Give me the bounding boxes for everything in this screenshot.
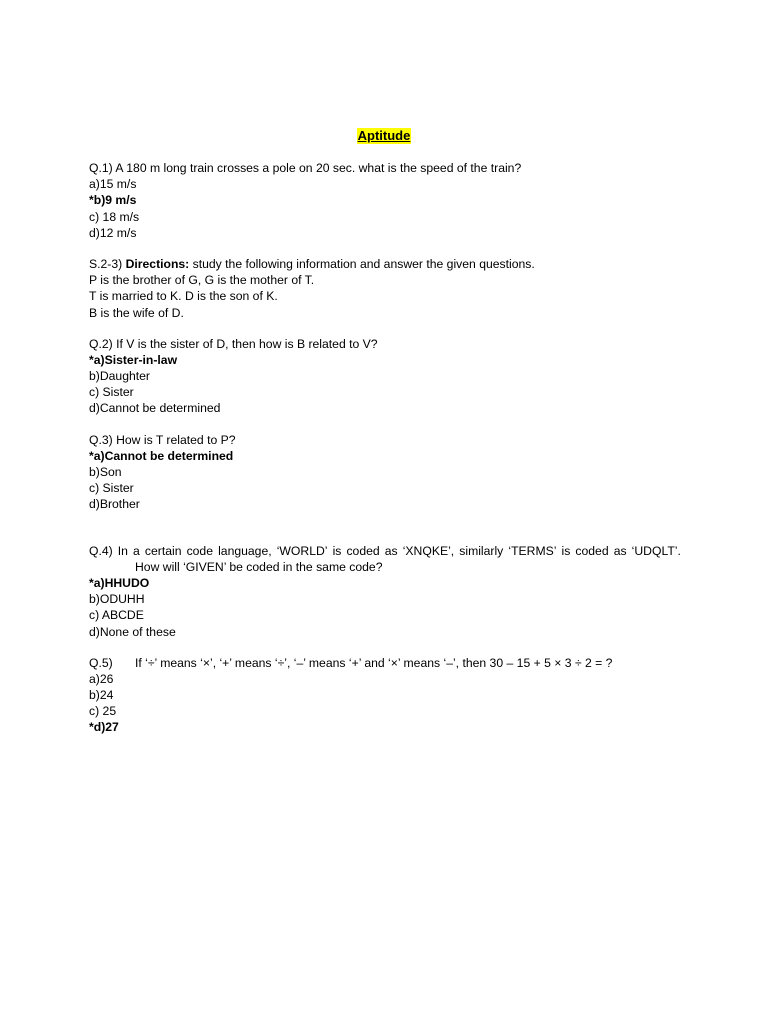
q3-option-b: b)Son xyxy=(89,465,122,479)
q5-question-text: If ‘÷’ means ‘×’, ‘+’ means ‘÷’, ‘–’ means ‘+’ and ‘×’ means ‘–’, then 30 – 15 + 5 × 3 ÷ 2 = ? xyxy=(135,655,613,670)
q3-option-c: c) Sister xyxy=(89,481,134,496)
q4-word: is xyxy=(332,543,342,558)
q5-option-c: c) 25 xyxy=(89,704,117,719)
q1-option-b-answer: *b)9 m/s xyxy=(89,193,137,208)
q4-word: a xyxy=(133,543,140,558)
q5-option-b: b)24 xyxy=(89,688,114,703)
q3-option-d: d)Brother xyxy=(89,497,140,512)
q4-word: as xyxy=(613,543,627,558)
question-3: Q.3) How is T related to P? xyxy=(89,432,236,447)
q4-word: code xyxy=(186,543,213,558)
directions-prefix: S.2-3) xyxy=(89,256,126,271)
q4-word: coded xyxy=(346,543,380,558)
q4-word: Q.4) xyxy=(89,543,113,558)
q4-word: similarly xyxy=(459,543,504,558)
q4-word: certain xyxy=(144,543,182,558)
question-4-line-2: How will ‘GIVEN’ be coded in the same code? xyxy=(135,559,383,574)
document-body xyxy=(89,160,681,736)
directions-heading xyxy=(89,256,681,272)
question-4-line-1 xyxy=(89,543,681,559)
directions-line-1: P is the brother of G, G is the mother of T. xyxy=(89,273,315,288)
q4-word: language, xyxy=(218,543,272,558)
q5-prefix: Q.5) xyxy=(89,655,113,670)
question-5 xyxy=(89,655,681,671)
title-container xyxy=(0,127,768,145)
directions-text: study the following information and answer the given questions. xyxy=(189,256,535,271)
directions-label: Directions: xyxy=(125,256,190,271)
q4-option-a-answer: *a)HHUDO xyxy=(89,575,150,590)
q5-option-a: a)26 xyxy=(89,671,114,686)
q4-option-b: b)ODUHH xyxy=(89,592,145,607)
q2-option-a-answer: *a)Sister-in-law xyxy=(89,352,178,367)
q4-word: ‘TERMS’ xyxy=(508,543,557,558)
directions-line-3: B is the wife of D. xyxy=(89,305,184,320)
spacer xyxy=(89,640,681,655)
directions-line-2: T is married to K. D is the son of K. xyxy=(89,289,278,304)
q5-option-d-answer: *d)27 xyxy=(89,720,119,735)
page-title: Aptitude xyxy=(357,128,411,143)
q4-word: ‘UDQLT’. xyxy=(631,543,681,558)
q4-word: In xyxy=(117,543,128,558)
q4-word: as xyxy=(384,543,398,558)
question-1: Q.1) A 180 m long train crosses a pole on 20 sec. what is the speed of the train? xyxy=(89,161,522,175)
q1-option-a: a)15 m/s xyxy=(89,177,137,192)
spacer xyxy=(89,513,681,543)
q1-option-c: c) 18 m/s xyxy=(89,209,140,224)
q2-option-d: d)Cannot be determined xyxy=(89,401,221,416)
spacer xyxy=(89,321,681,336)
q2-option-c: c) Sister xyxy=(89,385,134,400)
q4-word: is xyxy=(561,543,571,558)
q4-option-d: d)None of these xyxy=(89,624,176,639)
q4-option-c: c) ABCDE xyxy=(89,608,144,623)
question-2: Q.2) If V is the sister of D, then how is B related to V? xyxy=(89,336,378,351)
q4-word: coded xyxy=(575,543,609,558)
q1-option-d: d)12 m/s xyxy=(89,225,137,240)
q3-option-a-answer: *a)Cannot be determined xyxy=(89,448,234,463)
q4-word: ‘WORLD’ xyxy=(276,543,328,558)
q4-word: ‘XNQKE’, xyxy=(402,543,455,558)
q2-option-b: b)Daughter xyxy=(89,369,150,384)
spacer xyxy=(89,417,681,432)
spacer xyxy=(89,241,681,256)
